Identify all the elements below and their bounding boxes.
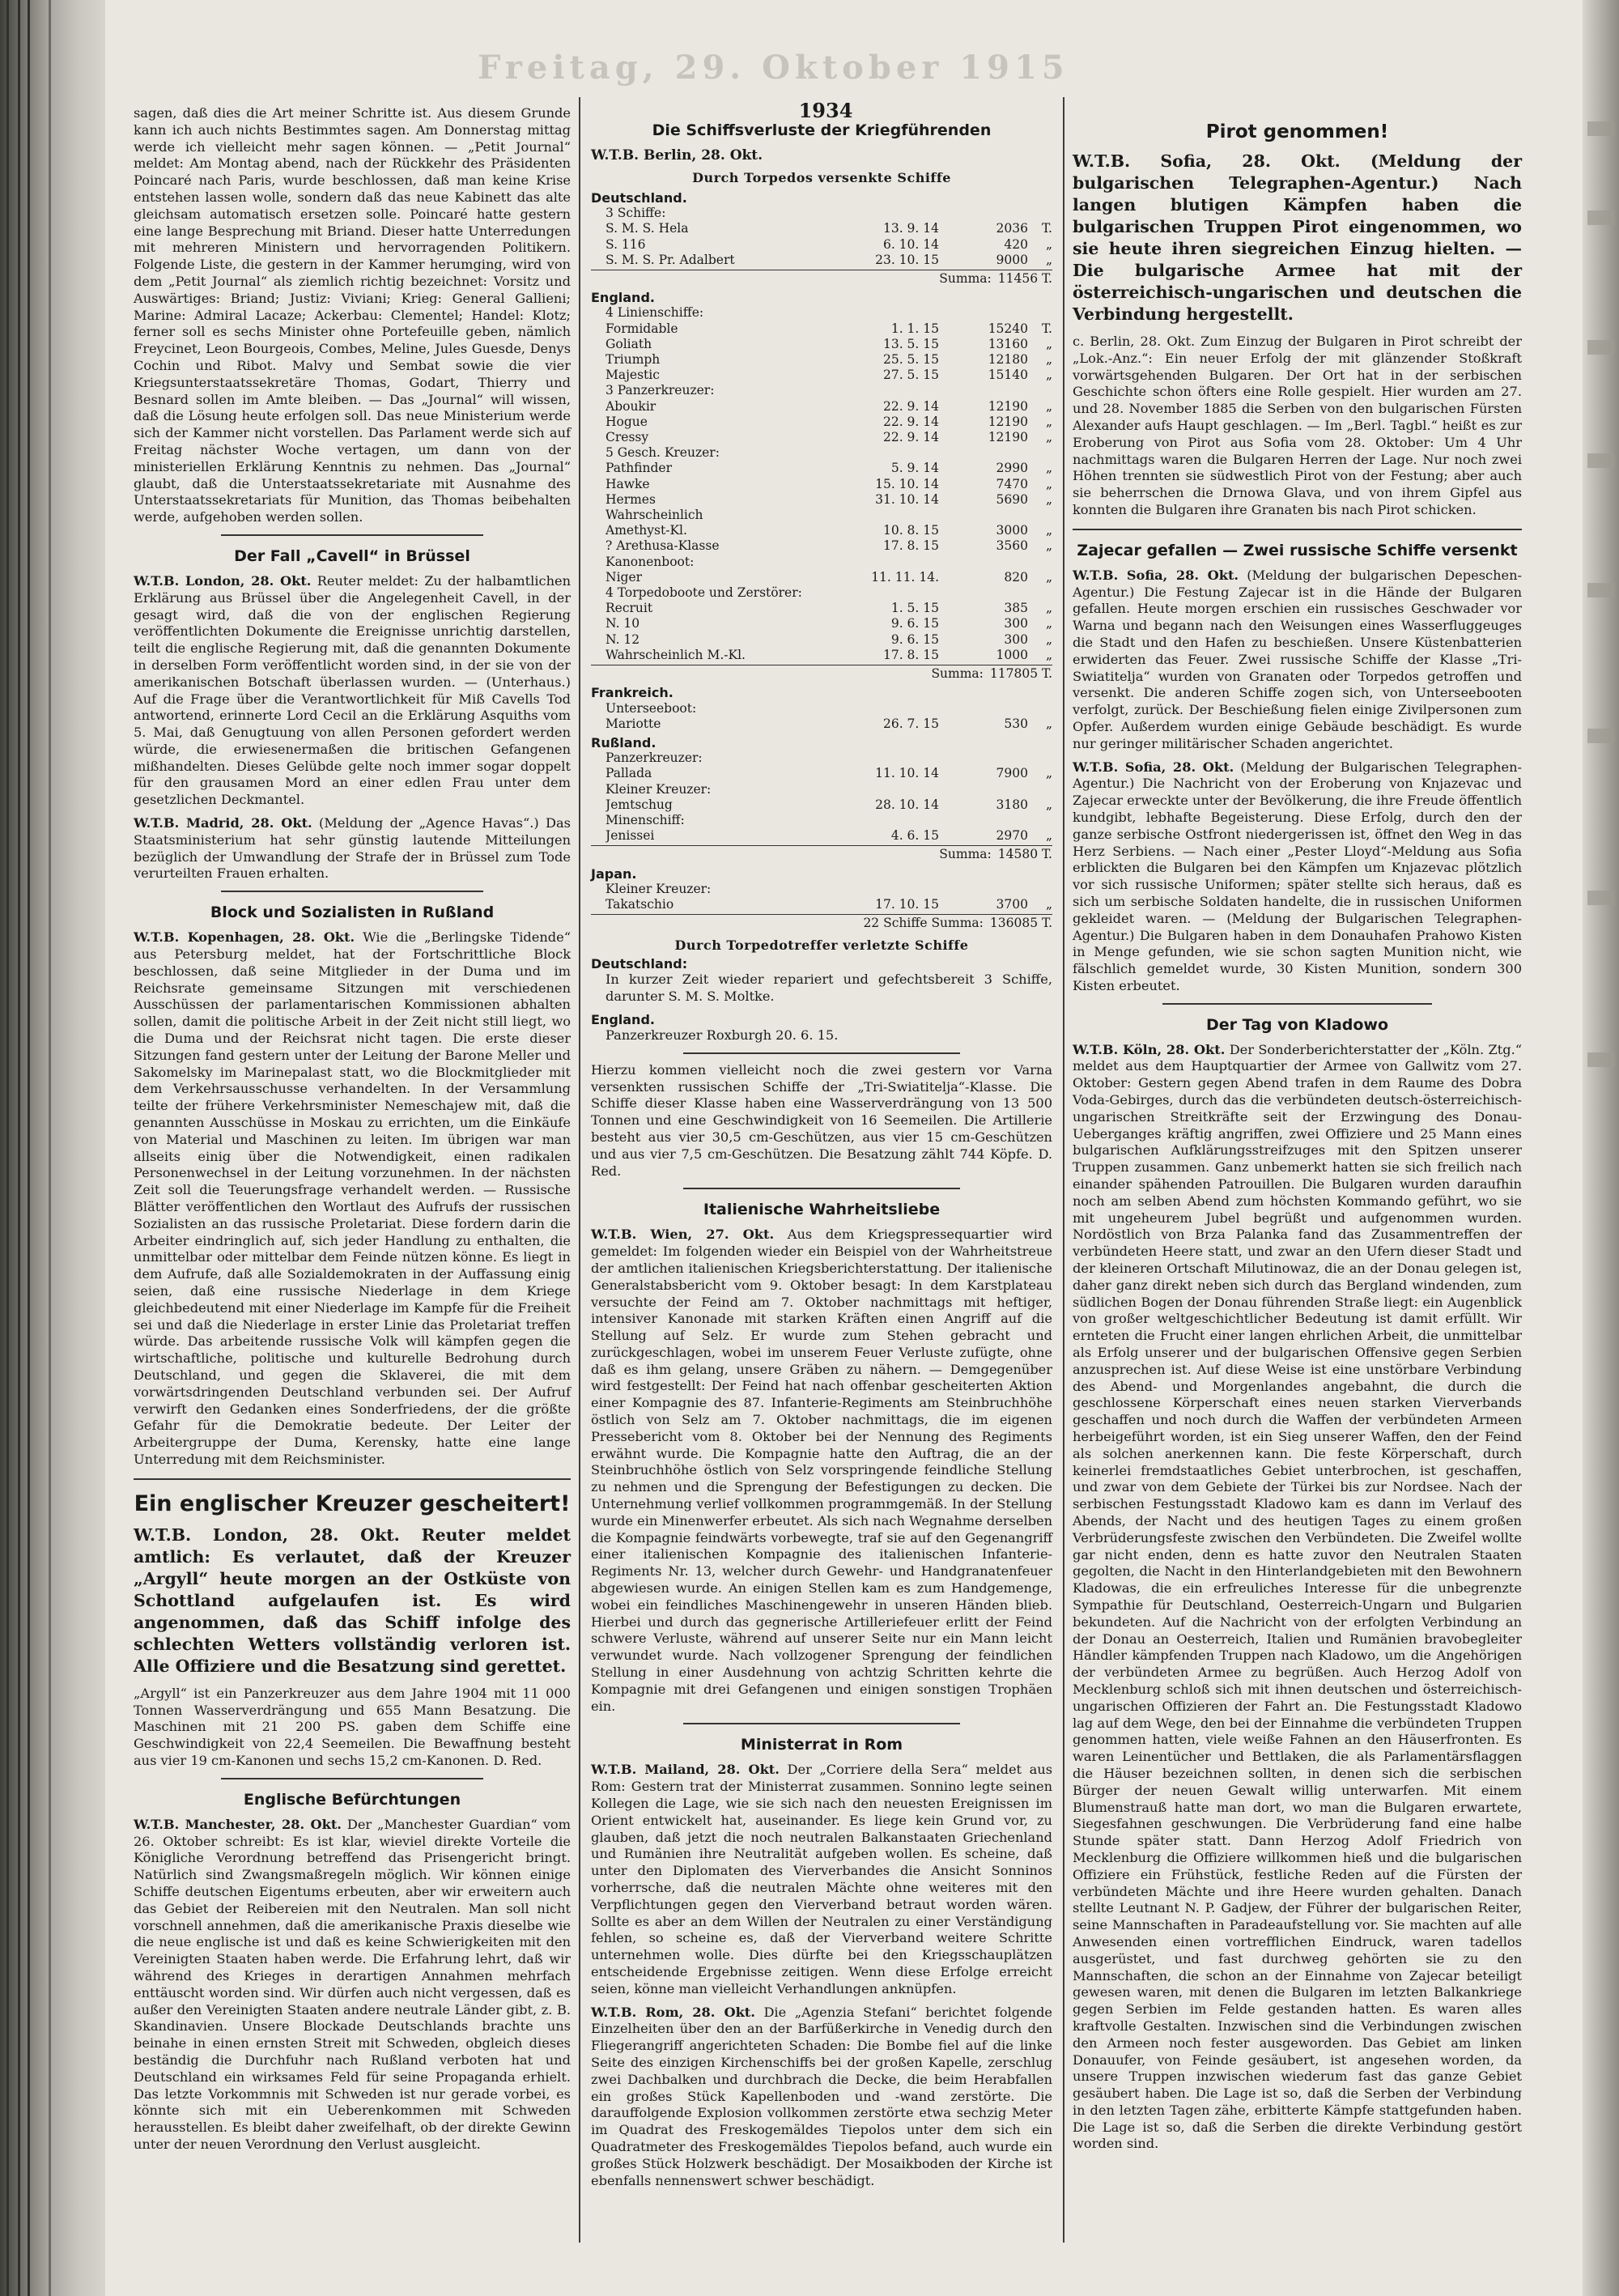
ship-tonnage: 2990	[996, 461, 1028, 476]
ship-tonnage: 530	[1004, 716, 1028, 731]
ship-tonnage: 3560	[996, 538, 1028, 554]
tonnage-unit: „	[1045, 336, 1052, 351]
page-binding	[0, 0, 105, 2296]
ship-row	[591, 616, 1052, 631]
article-text: Die „Agenzia Stefani“ berichtet folgende Einzelheiten über den an der Barfüßerkirche in Venedig durch den Fliegerangriff angerichteten Schaden: Die Bombe fiel auf die linke Seite des einzigen Kirchenschiffs bei der großen Kapelle, zerschlug zwei Dachbalken und durchbrach die Decke, die beim Herabfallen ein großes Stück Kapellenboden und -wand zerstörte. Die darauffolgende Explosion vollkommen zerstörte etwa sechzig Meter im Quadrat des Freskogemäldes Tiepolos unter dem sich ein Quadratmeter des Freskogemäldes Tiepolos befand, auch wurde ein großes Stück Holzwerk beschädigt. Der Mosaikboden der Kirche ist ebenfalls nennenswert schwer beschädigt.	[591, 2004, 1052, 2188]
ship-date: 1. 1. 15	[890, 321, 939, 336]
tonnage-unit: „	[1045, 647, 1052, 662]
dateline: W.T.B. Mailand, 28. Okt.	[591, 1762, 780, 1778]
country-label: Rußland.	[591, 734, 657, 750]
ship-tonnage: 385	[1004, 601, 1028, 616]
article-text: (Meldung der bulgarischen Depeschen-Agentur.) Die Festung Zajecar ist in die Hände der Bulgaren gefallen. Heute morgen erschien ein russisches Geschwader vor Warna und begann nach den Weisungen eines Wasserfluggeuges die Stadt und den Hafen zu beschießen. Unsere Küstenbatterien erwiderten das Feuer. Zwei russische Schiffe der Klasse „Tri-Swiatitelja“ wurden von Granaten oder Torpedos getroffen und versenkt. Die anderen Schiffe zogen sich, von Unterseebooten verfolgt, zurück. Der Beschießung fielen einige Zivilpersonen zum Opfer. Außerdem wurden einige Gebäude beschädigt. Es wurde nur geringer militärischer Schaden angerichtet.	[1073, 567, 1522, 751]
ship-row	[591, 797, 1052, 813]
ship-name: Hogue	[606, 414, 648, 429]
ship-date: 31. 10. 14	[875, 491, 939, 507]
ship-tonnage: 3000	[996, 523, 1028, 538]
ship-name: N. 10	[606, 616, 640, 631]
ship-tonnage: 15240	[988, 321, 1028, 336]
article-text: (Meldung der „Agence Havas“.) Das Staatsministerium hat sehr günstig lautende Mitteilungen bezüglich der Umwandlung der Strafe der in Brüssel zum Tode verurteilten Frauen erhalten.	[134, 815, 571, 882]
headline-argyll: Ein englischer Kreuzer gescheitert!	[134, 1490, 571, 1516]
ship-row	[591, 897, 1052, 912]
separator	[683, 1188, 960, 1189]
ship-tonnage: 420	[1004, 236, 1028, 252]
ship-class: Kleiner Kreuzer:	[606, 881, 712, 896]
article-paragraph	[134, 815, 571, 882]
ship-date: 11. 10. 14	[875, 766, 939, 781]
tonnage-unit: „	[1045, 461, 1052, 476]
tonnage-unit: „	[1045, 538, 1052, 554]
damaged-ships-text: Panzerkreuzer Roxburgh 20. 6. 15.	[606, 1027, 839, 1043]
ship-name: N. 12	[606, 631, 640, 647]
tonnage-unit: „	[1045, 476, 1052, 491]
ship-date: 5. 9. 14	[890, 461, 939, 476]
ship-name: Recruit	[606, 601, 653, 616]
ship-name: S. M. S. Pr. Adalbert	[606, 252, 735, 267]
article-paragraph	[591, 2005, 1052, 2190]
article-text: Der „Corriere della Sera“ meldet aus Rom: Gestern trat der Ministerrat zusammen. Sonnino legte seinen Kollegen die Lage, wie sie sich nach den neuesten Ereignissen im Orient entwickelt hat, auseinander. Es liege kein Grund vor, zu glauben, daß jetzt die noch neutralen Balkanstaaten Griechenland und Rumänien ihre Neutralität aufgeben wollen. Es scheine, daß unter den Diplomaten des Vierverbandes die Ansicht Sonninos vorherrsche, daß die neutralen Mächte ohne weiteres mit den Verpflichtungen gegen den Vierverband betraut worden wären. Sollte es aber an dem Willen der Neutralen zu einer Verständigung fehlen, so scheine es, daß der Vierverband weitere Schritte unternehmen wolle. Dies dürfte bei den Kriegsschauplätzen entscheidende Ergebnisse zeitigen. Wenn diese Erfolge erreicht seien, könne man vielleicht Verhandlungen anknüpfen.	[591, 1762, 1052, 1996]
tonnage-unit: „	[1045, 252, 1052, 267]
ship-row	[591, 477, 1052, 492]
ship-class: 5 Gesch. Kreuzer:	[606, 445, 720, 461]
ship-row	[591, 828, 1052, 844]
article-text: Reuter meldet: Zu der halbamtlichen Erklärung aus Brüssel über die Angelegenheit Cavell, in der gesagt wird, daß die von der englischen Regierung veröffentlichten Dokumente die Ereignisse unrichtig darstellen, teilt die englische Regierung mit, daß die genannten Dokumente in derselben Form veröffentlicht worden sind, in der sie von der amerikanischen Botschaft überlassen wurden. — (Unterhaus.) Auf die Frage über die Verantwortlichkeit für Miß Cavells Tod antwortend, erinnerte Lord Cecil an die Erklärung Asquiths vom 5. Mai, daß Genugtuung von allen Personen gefordert werden würde, die erwiesenermaßen die britischen Gefangenen mißhandelten. Dieses Gelübde gelte noch immer sogar doppelt für den grausamen Mord an einer edlen Frau unter dem gesetzlichen Deckmantel.	[134, 572, 572, 808]
ship-name: Jemtschug	[606, 797, 673, 812]
separator	[221, 891, 483, 892]
ship-tonnage: 7470	[996, 476, 1028, 491]
ship-tonnage: 820	[1004, 569, 1028, 585]
ship-date: 6. 10. 14	[882, 236, 939, 252]
tonnage-unit: „	[1045, 828, 1052, 844]
ship-row	[591, 368, 1052, 383]
ship-date: 22. 9. 14	[882, 414, 939, 429]
article-text: Aus dem Kriegspressequartier wird gemeldet: Im folgenden wieder ein Beispiel von der Wahrheitstreue der amtlichen italienischen Kriegsberichterstattung. Der italienische Generalstabsbericht vom 9. Oktober besagt: In dem Karstplateau versuchte der Feind am 7. Oktober nachmittags mit heftiger, intensiver Kanonade mit starken Kräften einen Angriff auf die Stellung auf Selz. Er wurde zum Stehen gebracht und zurückgeschlagen, wobei im unserem Feuer Verluste zufügte, ohne daß es ihm gelang, unsere Gräben zu nähern. — Demgegenüber wird festgestellt: Der Feind hat nach offenbar gescheiterten Aktion einer Kompagnie des 87. Infanterie-Regiments am Steinbruchhöhe östlich von Selz am 7. Oktober nachmittags, die im eigenen Pressebericht vom 8. Oktober bei der Nennung des Regiments erwähnt wurde. Die Kompagnie hatte den Auftrag, die an der Steinbruchhöhe östlich von Selz vorspringende feindliche Stellung zu nehmen und die Sprengung der Befestigungen zu decken. Die Unternehmung verlief vollkommen programmgemäß. In der Stellung wurde ein Minenwerfer erbeutet. Als sich nach Wegnahme derselben die Kompagnie feindwärts vorbewegte, traf sie auf den Gegenangriff einer italienischen Kompagnie des italienischen Infanterie-Regiments Nr. 13, welcher durch Gewehr- und Handgranatenfeuer abgewiesen wurde. An einigen Stellen kam es zum Handgemenge, wobei ein feindliches Maschinengewehr in unseren Händen blieb. Hierbei und durch das gegnerische Artilleriefeuer erlitt der Feind schwere Verluste, während auf unserer Seite nur ein Mann leicht verwundet wurde. Nach vollzogener Sprengung der feindlichen Stellung in einer Ausdehnung von achtzig Schritten kehrte die Kompagnie mit drei Gefangenen und einigen sonstigen Trophäen ein.	[591, 1227, 1053, 1714]
ship-date: 10. 8. 15	[882, 523, 939, 538]
ship-tonnage: 9000	[996, 252, 1028, 267]
ship-tonnage: 12190	[988, 414, 1028, 429]
ship-name: Hawke	[606, 476, 650, 491]
tonnage-unit: „	[1045, 601, 1052, 616]
ship-name: Triumph	[606, 352, 661, 368]
ship-date: 27. 5. 15	[882, 368, 939, 383]
ship-row	[591, 415, 1052, 430]
ship-tonnage: 2970	[996, 828, 1028, 844]
article-paragraph	[591, 1762, 1052, 1997]
tonnage-unit: „	[1045, 797, 1052, 812]
ship-name: Takatschio	[606, 896, 674, 912]
column-rule	[579, 97, 580, 2243]
ship-date: 23. 10. 15	[875, 252, 939, 267]
ship-name: Cressy	[606, 430, 649, 445]
ship-tonnage	[939, 508, 1028, 523]
sum-label: Summa:	[939, 847, 992, 862]
tonnage-unit: „	[1045, 352, 1052, 368]
article-paragraph	[1073, 568, 1522, 753]
ship-date	[854, 508, 939, 523]
ship-row	[591, 352, 1052, 368]
ship-name: Aboukir	[606, 398, 657, 414]
tonnage-unit: T.	[1042, 321, 1052, 336]
ship-row	[591, 632, 1052, 648]
page-number: 1934	[798, 99, 853, 122]
ship-row	[591, 430, 1052, 445]
ship-name: Jenissei	[606, 828, 655, 844]
ship-name: Majestic	[606, 368, 660, 383]
tonnage-unit: „	[1045, 236, 1052, 252]
article-paragraph	[134, 573, 571, 809]
ship-date: 28. 10. 14	[875, 797, 939, 812]
article-paragraph: c. Berlin, 28. Okt. Zum Einzug der Bulgaren in Pirot schreibt der „Lok.-Anz.“: Ein neuer Erfolg der mit glänzender Stoßkraft vorwärtsgehenden Bulgaren. Der Ort hat in der serbischen Geschichte schon öfters eine Rolle gespielt. Hier wurden am 27. und 28. November 1885 die Serben von den bulgarischen Fürsten Alexander aufs Haupt geschlagen. — Im „Berl. Tagbl.“ heißt es zur Eroberung von Pirot aus Sofia vom 28. Oktober: Um 4 Uhr nachmittags waren die Bulgaren Herren der Lage. Nur noch zwei Höhen trennten sie südwestlich Pirot von der Festung; aber auch sie beherrschen die Drnowa Glava, und von ihrem Gipfel aus konnten die Bulgaren ihre Granaten bis nach Pirot schicken.	[1073, 334, 1522, 517]
sum-value: 11456 T.	[997, 271, 1052, 287]
article-paragraph	[134, 1817, 571, 2154]
dateline: W.T.B. Madrid, 28. Okt.	[134, 815, 312, 831]
ship-tonnage: 3180	[996, 797, 1028, 812]
country-label: Japan.	[591, 865, 637, 882]
separator	[134, 1478, 571, 1480]
tonnage-unit: „	[1045, 523, 1052, 538]
ship-tonnage: 15140	[988, 368, 1028, 383]
ship-date: 17. 8. 15	[882, 647, 939, 662]
headline-wahrheit: Italienische Wahrheitsliebe	[703, 1201, 941, 1219]
article-paragraph	[134, 929, 571, 1469]
article-text: Der „Manchester Guardian“ vom 26. Oktober schreibt: Es ist klar, wieviel direkte Vorteile die Königliche Verordnung betreffend das Prisengericht bringt. Natürlich sind Zwangsmaßregeln möglich. Wir können einige Schiffe deutschen Eigentums erbeuten, aber wir erweitern auch das Gebiet der Reibereien mit den Neutralen. Man soll nicht vorschnell annehmen, daß die amerikanische Praxis dieselbe wie die neue englische ist und daß es keine Schwierigkeiten mit den Vereinigten Staaten haben werde. Die Erfahrung lehrt, daß wir während des Krieges in derartigen Annahmen mehrfach enttäuscht worden sind. Wir dürfen auch nicht vergessen, daß es außer den Vereinigten Staaten andere neutrale Länder gibt, z. B. Skandinavien. Unsere Blockade Deutschlands brachte uns beinahe in einen ernsten Streit mit Schweden, obgleich dieses beständig die Durchfuhr nach Rußland verboten hat und Deutschland ein wirksames Feld für seine Propaganda erhielt. Das letzte Vorkommnis mit Schweden ist nur gerade vorbei, es könnte sich mit ein Ueberenkommen mit Schweden herausstellen. Es bleibt daher zweifelhaft, ob der direkte Gewinn unter der neuen Verordnung den Verlust ausgleicht.	[134, 1816, 571, 2152]
ship-row	[591, 237, 1052, 253]
ship-name: S. M. S. Hela	[606, 221, 689, 236]
sum-row	[591, 665, 1052, 682]
separator	[683, 1052, 960, 1054]
ship-row	[591, 570, 1052, 585]
ship-name: Pathfinder	[606, 461, 673, 476]
ship-tonnage: 300	[1004, 616, 1028, 631]
ship-date: 9. 6. 15	[890, 616, 939, 631]
ship-class: Kanonenboot:	[606, 554, 695, 569]
separator	[221, 1778, 483, 1779]
ship-row	[591, 648, 1052, 663]
article-paragraph	[591, 1227, 1052, 1715]
ship-class: Unterseeboot:	[606, 700, 697, 716]
dateline: W.T.B. Sofia, 28. Okt.	[1073, 759, 1234, 775]
article-paragraph	[1073, 759, 1522, 995]
ship-tonnage: 12190	[988, 430, 1028, 445]
headline-pirot: Pirot genommen!	[1205, 121, 1389, 142]
article-bold-paragraph: W.T.B. Sofia, 28. Okt. (Meldung der bulgarischen Telegraphen-Agentur.) Nach langen blutigen Kämpfen haben die bulgarischen Truppen Pirot eingenommen, wo sie heute ihren siegreichen Einzug hielten. — Die bulgarische Armee hat mit der österreichisch-ungarischen und deutschen die Verbindung hergestellt.	[1073, 151, 1522, 324]
dateline: W.T.B. Sofia, 28. Okt.	[1073, 567, 1239, 583]
tonnage-unit: „	[1045, 368, 1052, 383]
ship-tonnage: 5690	[996, 491, 1028, 507]
next-page-edge	[1583, 0, 1619, 2296]
tonnage-unit: T.	[1042, 221, 1052, 236]
tonnage-unit: „	[1045, 616, 1052, 631]
ship-date: 22. 9. 14	[882, 398, 939, 414]
sum-row	[591, 845, 1052, 862]
ship-tonnage: 7900	[996, 766, 1028, 781]
dateline: W.T.B. Köln, 28. Okt.	[1073, 1041, 1226, 1057]
ship-date: 11. 11. 14.	[871, 569, 939, 585]
ship-tonnage: 12180	[988, 352, 1028, 368]
ship-date: 1. 5. 15	[890, 601, 939, 616]
ship-date: 4. 6. 15	[890, 828, 939, 844]
article-paragraph	[1073, 1042, 1522, 2154]
sum-label: Summa:	[939, 271, 992, 287]
article-text: Wie die „Berlingske Tidende“ aus Petersburg meldet, hat der Fortschrittliche Block beschlossen, daß seine Mitglieder in der Duma und im Reichsrate gemeinsame Sitzungen mit verschiedenen Ausschüssen der parlamentarischen Kommissionen abhalten sollen, damit die politische Arbeit in der Zeit nicht still liegt, wo die Duma und der Reichsrat nicht tagen. Die erste dieser Sitzungen fand gestern unter der Leitung der Barone Meller und Sakomelsky im Marinepalast statt, wo die Blockmitglieder mit dem Verkehrsausschusse verhandelten. In der Versammlung teilte der frühere Verkehrsminister Nemeschajew mit, daß die genannten Ausschüsse in Moskau zu errichten, um die Einkäufe von Material und Maschinen zu leiten. Im übrigen war man allseits einig über die Notwendigkeit, einen radikalen Personenwechsel in der Leitung vorzunehmen. In der nächsten Zeit soll die Teuerungsfrage verhandelt werden. — Russische Blätter veröffentlichen den Wortlaut des Aufrufs der russischen Sozialisten an das russische Proletariat. Diese fordern darin die Arbeiter eindringlich auf, sich jeder Handlung zu enthalten, die unmittelbar oder mittelbar dem Feinde nützen könne. Es liegt in dem Aufrufe, daß alle Sozialdemokraten in der Auffassung einig seien, daß eine russische Niederlage in dem Kriege gleichbedeutend mit einer Niederlage im Kampfe für die Freiheit sei und daß die Niederlage in erster Linie das Proletariat treffen würde. Das arbeitende russische Volk will kämpfen gegen die wirtschaftliche, politische und kulturelle Bedrohung durch Deutschland, und gegen die Sklaverei, die mit dem vorwärtsdringenden Deutschland verbunden sei. Der Aufruf verwirft den Gedanken eines Sonderfriedens, der die größte Gefahr für die Demokratie bedeute. Der Leiter der Arbeitergruppe der Duma, Kerensky, hatte eine lange Unterredung mit dem Reichsminister.	[134, 929, 571, 1467]
headline-verluste: Die Schiffsverluste der Kriegführenden	[652, 121, 992, 139]
ship-row	[591, 766, 1052, 781]
country-label: England.	[591, 290, 655, 306]
sum-row	[591, 270, 1052, 287]
ship-name: Wahrscheinlich	[606, 508, 703, 523]
dateline: W.T.B. Wien, 27. Okt.	[591, 1227, 775, 1243]
headline-cavell: Der Fall „Cavell“ in Brüssel	[234, 546, 470, 565]
dateline: W.T.B. Berlin, 28. Okt.	[591, 147, 763, 164]
tonnage-unit: „	[1045, 716, 1052, 731]
ship-row	[591, 461, 1052, 476]
headline-zajecar: Zajecar gefallen — Zwei russische Schiffe versenkt	[1077, 541, 1518, 559]
column-rule	[1063, 97, 1064, 2243]
damaged-ships-text: In kurzer Zeit wieder repariert und gefechtsbereit 3 Schiffe, darunter S. M. S. Moltke.	[606, 972, 1052, 1005]
ship-row	[591, 601, 1052, 616]
dateline: W.T.B. Manchester, 28. Okt.	[134, 1816, 342, 1832]
country-label: Frankreich.	[591, 685, 674, 701]
column-left	[134, 105, 571, 2160]
ship-tonnage: 2036	[996, 221, 1028, 236]
subheading-torpedo: Durch Torpedos versenkte Schiffe	[692, 170, 951, 185]
country-label: England.	[591, 1011, 655, 1027]
ship-class: Minenschiff:	[606, 812, 685, 827]
sum-value: 136085 T.	[989, 916, 1052, 931]
ship-name: S. 116	[606, 236, 646, 252]
country-label: Deutschland:	[591, 956, 688, 972]
ship-tonnage: 13160	[988, 336, 1028, 351]
ship-name: Pallada	[606, 766, 652, 781]
ship-row	[591, 523, 1052, 538]
ship-loss-table	[591, 190, 1052, 931]
dateline: W.T.B. London, 28. Okt.	[134, 572, 312, 589]
headline-ministerrat: Ministerrat in Rom	[740, 1736, 903, 1754]
tonnage-unit: „	[1045, 766, 1052, 781]
tonnage-unit: „	[1045, 430, 1052, 445]
ship-name: Goliath	[606, 336, 652, 351]
ship-date: 22. 9. 14	[882, 430, 939, 445]
tonnage-unit: „	[1045, 569, 1052, 585]
ship-date: 15. 10. 14	[875, 476, 939, 491]
subheading-damaged: Durch Torpedotreffer verletzte Schiffe	[674, 938, 969, 954]
ship-class: 3 Schiffe:	[606, 206, 666, 221]
ship-name: Mariotte	[606, 716, 661, 731]
separator	[221, 534, 483, 536]
country-label: Deutschland.	[591, 190, 687, 206]
tonnage-unit: „	[1045, 398, 1052, 414]
ship-row	[591, 337, 1052, 352]
sum-value: 117805 T.	[989, 666, 1052, 682]
article-text: Der Sonderberichterstatter der „Köln. Ztg.“ meldet aus dem Hauptquartier der Armee von Gallwitz vom 27. Oktober: Gestern gegen Abend trafen in dem Raume des Dobra Voda-Gebirges, durch das die verbündeten deutsch-österreichisch-ungarischen Streitkräfte seit der Erzwingung des Donau-Ueberganges kräftig angriffen, zwei Offiziere und 25 Mann eines bulgarischen Aufklärungsstreifzuges mit den Spitzen unserer Truppen zusammen. Ganz unbemerkt hatten sie sich freilich nach einander spähenden Patrouillen. Die Bulgaren wurden daraufhin noch am selben Abend zum höchsten Kommando geführt, wo sie mit ungeheurem Jubel begrüßt und aufgenommen wurden. Nordöstlich von Brza Palanka fand das Zusammentreffen der verbündeten Heere statt, und zwar an den Ufern dieser Stadt und der kleineren Ortschaft Milutinowaz, die an der Donau gelegen ist, daher ganz direkt neben sich durch das Bergland windenden, zum südlichen Bogen der Donau führenden Straße liegt: ein Augenblick von großer weltgeschichtlicher Bedeutung ist damit erfüllt. Wir ernteten die Frucht einer langen ehrlichen Arbeit, die unmittelbar als Erfolg unserer und der bulgarischen Offensive gegen Serbien anzusprechen ist. Auf diese Weise ist eine unstörbare Verbindung des Abend- und Morgenlandes angebahnt, die durch die geschlossene Körperschaft eines neuen starken Vierverbands geschaffen und noch durch die Waffen der verbündeten Armeen herbeigeführt worden, ist ein Sieg unserer Waffen, den der Feind als solchen anerkennen kann. Die feste Körperschaft, durch keinerlei fremdstaatliches Gebiet unterbrochen, ist geschaffen, und zwar von dem Gebiete der Türkei bis zur Nordsee. Nach der serbischen Festungsstadt Kladowo kam es dann im Verlauf des Abends, der Nacht und des heutigen Tages zu einem großen Verbrüderungsfeste zwischen den Verbündeten. Die Zweifel wollte gar nicht enden, denn es hatte zuvor den Neutralen Staaten gegolten, die Nacht in den Hinterlandgebieten mit den Bewohnern Kladowas, die ein erfreuliches Interesse für die unbegrenzte Sympathie für Deutschland, Oesterreich-Ungarn und Bulgarien bekundeten. Auf die Nachricht von der erfolgten Verbindung an der Donau an Oesterreich, Italien und Rumänien bravobegleiter Händler kämpfenden Truppen nach Kladowo, um die Angehörigen der verbündeten Armee zu begrüßen. Auch Herzog Adolf von Mecklenburg schloß sich mit ihnen deutschen und österreichisch-ungarischen Offizieren der Fahrt an. Die Festungsstadt Kladowo lag auf dem Wege, den bei der Einnahme die verbündeten Truppen genommen hatten, viele weiße Fahnen an den Häuserfronten. Es waren Leinentücher und Bettlaken, die als Parlamentärsflaggen die Häuser bezeichnen sollten, in denen sich die serbischen Bürger der neuen Gewalt willig unterwarfen. Mit einem Blumenstrauß hatte man dort, wo man die Bulgaren erwartete, Siegesfahnen geschwungen. Die Verbrüderung fand eine halbe Stunde später statt. Dann Herzog Adolf Friedrich von Mecklenburg die Offiziere willkommen hieß und die bulgarischen Offiziere ein Frühstück, festliche Reden auf die Fürsten der verbündeten Mächte und ihre Heere wurden gehalten. Danach stellte Leutnant N. P. Gadjew, der Führer der bulgarischen Reiter, seine Mannschaften in Paradeaufstellung vor. Sie machten auf alle Anwesenden einen vortrefflichen Eindruck, waren tadellos ausgerüstet, und fast durchweg gehörten sie zu den Mannschaften, die schon an der Einnahme von Zajecar beteiligt gewesen waren, mit denen die Bulgaren im letzten Balkankriege gegen Serbien im Felde gestanden hatten. Es waren alles kraftvolle Gestalten. Inzwischen sind die Verbindungen zwischen den Armeen noch fester ausgeworden. Das Gebiet am linken Donauufer, von Feinde gesäubert, ist angesehen worden, da unsere Truppen inzwischen wiederum fast das ganze Gebiet gesäubert haben. Die Lage ist so, daß die Serben der Verbindung in den letzten Tagen zähe, erbitterte Kämpfe stattgefunden haben. Die Lage ist so, daß die Serben die direkte Verbindung gestört worden sind.	[1073, 1041, 1522, 2152]
tonnage-unit	[1028, 508, 1052, 523]
article-paragraph: Hierzu kommen vielleicht noch die zwei gestern vor Varna versenkten russischen Schiffe der „Tri-Swiatitelja“-Klasse. Die Schiffe dieser Klasse haben eine Wasserverdrängung von 13 500 Tonnen und eine Geschwindigkeit von 16 Seemeilen. Die Artillerie besteht aus vier 30,5 cm-Geschützen, aus vier 15 cm-Geschützen und aus vier 7,5 cm-Geschützen. Die Besatzung zählt 744 Köpfe. D. Red.	[591, 1061, 1052, 1179]
article-text: (Meldung der Bulgarischen Telegraphen-Agentur.) Die Nachricht von der Eroberung von Knjazevac und Zajecar erweckte unter der Bevölkerung, die ihre Freude öffentlich kundgibt, lebhafte Begeisterung. Diese Erfolg, durch den der ganze serbische Ostfront niedergerissen ist, öffnet den Weg in das Herz Serbiens. — Nach einer „Pester Lloyd“-Meldung aus Sofia erblickten die Bulgaren bei den Kämpfen um Knjazevac plötzlich vor sich russische Uniformen; später stellte sich heraus, daß es sich um serbische Soldaten handelte, die in russischen Uniformen gekleidet waren. — (Meldung der Bulgarischen Telegraphen-Agentur.) Die Bulgaren haben in dem Donauhafen Prahowo Kisten in Menge gefunden, wie sie schon sagten Munition nicht, wie fälschlich gemeldet wurde, 30 Kisten Munition, sondern 300 Kisten erbeutet.	[1073, 759, 1522, 993]
ship-name: Hermes	[606, 491, 656, 507]
ship-name: Formidable	[606, 321, 678, 336]
tonnage-unit: „	[1045, 414, 1052, 429]
ship-class: 4 Linienschiffe:	[606, 305, 704, 321]
separator	[683, 1723, 960, 1724]
editorial-note: „Argyll“ ist ein Panzerkreuzer aus dem Jahre 1904 mit 11 000 Tonnen Wasserverdrängung und 655 Mann Besatzung. Die Maschinen mit 21 200 PS. gaben dem Schiffe eine Geschwindigkeit von 22,4 Seemeilen. Die Bewaffnung besteht aus vier 19 cm-Kanonen und sechs 15,2 cm-Kanonen. D. Red.	[134, 1685, 571, 1768]
dateline: W.T.B. Kopenhagen, 28. Okt.	[134, 929, 355, 946]
sum-row	[591, 914, 1052, 931]
ship-date: 13. 5. 15	[882, 336, 939, 351]
ship-tonnage: 300	[1004, 631, 1028, 647]
ship-date: 17. 8. 15	[882, 538, 939, 554]
separator	[1073, 529, 1522, 530]
article-paragraph: sagen, daß dies die Art meiner Schritte ist. Aus diesem Grunde kann ich auch nichts Bestimmtes sagen. Am Donnerstag mittag werde ich vielleicht mehr sagen können. — „Petit Journal“ meldet: Am Montag abend, nach der Rückkehr des Präsidenten Poincaré nach Paris, wurde beschlossen, daß man keine Krise entstehen lassen wolle, sondern daß das neue Kabinett das alte gleichsam automatisch ersetzen solle. Poincaré hatte gestern eine lange Besprechung mit Briand. Dieser hatte Unterredungen mit mehreren Ministern und hervorragenden Politikern. Folgende Liste, die gestern in der Kammer herumging, wird von dem „Petit Journal“ als ziemlich richtig bezeichnet: Vorsitz und Auswärtiges: Briand; Justiz: Viviani; Krieg: General Gallieni; Marine: Admiral Lacaze; Ackerbau: Clementel; Handel: Klotz; ferner soll es sechs Minister ohne Portefeuille geben, nämlich Freycinet, Leon Bourgeois, Combes, Meline, Jules Guesde, Denys Cochin und Ribot. Malvy und Sembat sowie die vier Kriegsunterstaatssekretäre Thomas, Godart, Thierry und Besnard sollen im Amte bleiben. — Das „Journal“ will wissen, daß die Lösung heute erfolgen soll. Das neue Ministerium werde sich der Kammer nicht vorstellen. Das Parlament werde sich auf Freitag nächster Woche vertagen, um dann von der ministeriellen Erklärung Kenntnis zu nehmen. Das „Journal“ glaubt, daß die Unterstaatssekretariate mit Ausnahme des Unterstaatssekretariats für Munition, das Thomas beibehalten werde, aufgehoben werden sollen.	[134, 105, 571, 525]
ship-date: 26. 7. 15	[882, 716, 939, 731]
ship-tonnage: 3700	[996, 896, 1028, 912]
ship-row	[591, 716, 1052, 732]
ship-name: ? Arethusa-Klasse	[606, 538, 720, 554]
ship-row	[591, 253, 1052, 268]
separator	[1162, 1003, 1432, 1005]
sum-value: 14580 T.	[997, 847, 1052, 862]
ship-date: 9. 6. 15	[890, 631, 939, 647]
sum-label: 22 Schiffe Summa:	[863, 916, 984, 931]
ship-name: Amethyst-Kl.	[606, 523, 687, 538]
ship-row	[591, 492, 1052, 508]
ship-row	[591, 321, 1052, 337]
bleed-through-header: Freitag, 29. Oktober 1915	[478, 49, 1069, 87]
headline-befuerchtungen: Englische Befürchtungen	[243, 1790, 461, 1809]
sum-label: Summa:	[931, 666, 984, 682]
ship-name: Wahrscheinlich M.-Kl.	[606, 647, 746, 662]
ship-tonnage: 12190	[988, 398, 1028, 414]
tonnage-unit: „	[1045, 631, 1052, 647]
ship-date: 13. 9. 14	[882, 221, 939, 236]
ship-tonnage: 1000	[996, 647, 1028, 662]
headline-block: Block und Sozialisten in Rußland	[210, 904, 495, 922]
tonnage-unit: „	[1045, 491, 1052, 507]
column-middle	[591, 121, 1052, 2196]
ship-class: 4 Torpedoboote und Zerstörer:	[606, 585, 802, 601]
tonnage-unit: „	[1045, 896, 1052, 912]
article-bold-paragraph: W.T.B. London, 28. Okt. Reuter meldet amtlich: Es verlautet, daß der Kreuzer „Argyll“ heute morgen an der Ostküste von Schottland aufgelaufen ist. Es wird angenommen, daß das Schiff infolge des schlechten Wetters vollständig verloren ist. Alle Offiziere und die Besatzung sind gerettet.	[134, 1524, 571, 1676]
ship-row	[591, 508, 1052, 523]
ship-row	[591, 538, 1052, 554]
ship-class: 3 Panzerkreuzer:	[606, 383, 715, 398]
ship-class: Panzerkreuzer:	[606, 750, 703, 766]
ship-row	[591, 221, 1052, 236]
ship-class: Kleiner Kreuzer:	[606, 781, 712, 797]
headline-kladowo: Der Tag von Kladowo	[1205, 1015, 1389, 1034]
ship-date: 17. 10. 15	[875, 896, 939, 912]
ship-name: Niger	[606, 569, 643, 585]
dateline: W.T.B. Rom, 28. Okt.	[591, 2004, 755, 2020]
ship-row	[591, 399, 1052, 415]
column-right	[1073, 121, 1522, 2159]
ship-date: 25. 5. 15	[882, 352, 939, 368]
